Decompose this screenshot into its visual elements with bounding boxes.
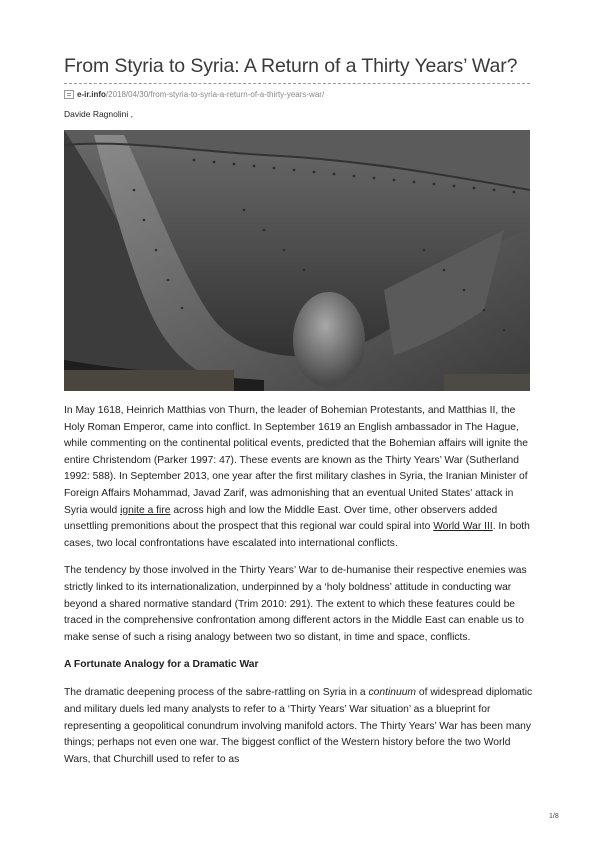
paragraph-1-text-a: In May 1618, Heinrich Matthias von Thurn, the leader of Bohemian Protestants, and Matthias II, the Holy Roman Emperor, came into conflict. In September 1619 an English ambassador in The Hague, while commenting on the continental political events, predicted that the Bohemian affairs will ignite the entire Christendom (Parker 1997: 47). These events are known as the Thirty Years’ War (Sutherland 1992: 588). In September 2013, one year after the first military clashes in Syria, the Iranian Minister of Foreign Affairs Mohammad, Javad Zarif, was admonishing that an eventual United States’ attack in Syria would — [64, 405, 529, 516]
ignite-a-fire-link[interactable]: ignite a fire — [120, 504, 171, 516]
paragraph-1-text-c: . In both cases, two local confrontations have escalated into international conflicts. — [64, 521, 530, 549]
paragraph-2: The tendency by those involved in the Thirty Years’ War to de-humanise their respective enemies was strictly linked to its internationalization, underpinned by a ‘holy boldness’ attitude in conducting war beyond a shared normative standard (Trim 2010: 291). The extent to which these features could be traced in the comprehensive confrontation among different actors in the Middle East can enable us to make sense of such a rising analogy between two so distant, in time and space, conflicts. — [64, 565, 527, 643]
paragraph-3-text-a: The dramatic deepening process of the sabre-rattling on Syria in a — [64, 687, 369, 699]
paragraph-3 — [64, 685, 536, 768]
source-path[interactable]: /2018/04/30/from-styria-to-syria-a-return-of-a-thirty-years-war/ — [105, 89, 325, 99]
source-url[interactable] — [64, 88, 324, 100]
world-war-iii-link[interactable]: World War III — [433, 521, 493, 533]
hero-image — [64, 130, 530, 391]
paragraph-1 — [64, 403, 536, 552]
paragraph-3-text-b: of widespread diplomatic and military duels led many analysts to refer to a ‘Thirty Years’ War situation’ as a blueprint for representing a geopolitical conundrum involving manifold actors. The Thirty Years’ War has been many things; perhaps not even one war. The biggest conflict of the Western history before the two World Wars, that Churchill used to refer to as — [64, 687, 533, 765]
section-heading: A Fortunate Analogy for a Dramatic War — [64, 659, 259, 671]
paragraph-3-emphasis: continuum — [368, 687, 417, 699]
paragraph-1-text-b: across high and low the Middle East. Over time, other observers added unsettling premonitions about the prospect that this regional war could spiral into — [64, 504, 498, 533]
source-host[interactable]: e-ir.info — [77, 89, 106, 99]
author-byline: Davide Ragnolini , — [64, 109, 133, 119]
article-body — [64, 403, 536, 779]
article-title: From Styria to Syria: A Return of a Thirty Years’ War? — [64, 55, 518, 77]
site-favicon-icon — [64, 90, 74, 99]
page-indicator: 1/8 — [549, 813, 559, 820]
hero-image-graphic — [64, 130, 530, 391]
title-divider — [64, 83, 530, 84]
